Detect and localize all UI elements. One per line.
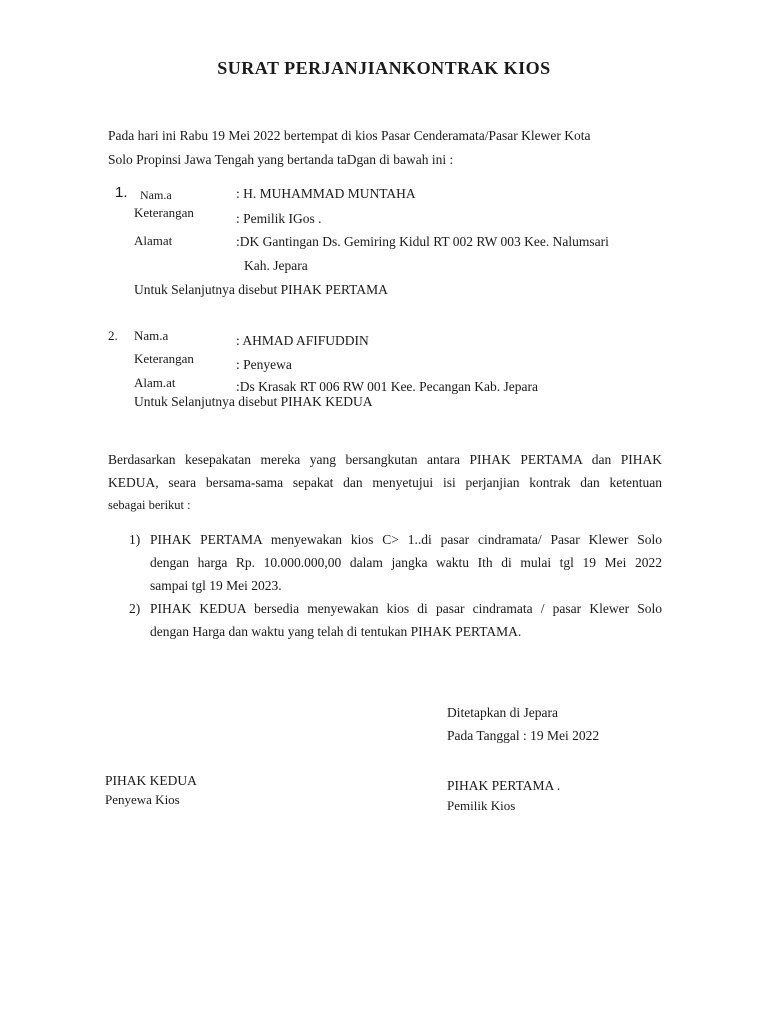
clause-2-line-1: PIHAK KEDUA bersedia menyewakan kios di pasar cindramata / pasar Klewer Solo (150, 601, 662, 616)
party2-address-label: Alam.at (134, 375, 176, 390)
left-party-title: PIHAK KEDUA (105, 773, 197, 788)
party1-number: 1. (115, 184, 128, 201)
clause-2-number: 2) (129, 601, 141, 616)
party2-name-label: Nam.a (134, 328, 169, 343)
clause-1-line-1: PIHAK PERTAMA menyewakan kios C> 1..di pasar cindramata/ Pasar Klewer Solo (150, 532, 662, 547)
agreement-line-2: KEDUA, seara bersama-sama sepakat dan menyetujui isi perjanjian kontrak dan ketentuan (108, 475, 662, 490)
party1-address-value-2: Kah. Jepara (244, 258, 308, 273)
intro-line-2: Solo Propinsi Jawa Tengah yang bertanda taDgan di bawah ini : (108, 152, 454, 167)
party1-address-value-1: :DK Gantingan Ds. Gemiring Kidul RT 002 RW 003 Kee. Nalumsari (236, 234, 609, 249)
document-title: SURAT PERJANJIANKONTRAK KIOS (217, 58, 551, 78)
agreement-line-1: Berdasarkan kesepakatan mereka yang bersangkutan antara PIHAK PERTAMA dan PIHAK (108, 452, 662, 467)
party1-role-value: : Pemilik IGos . (236, 211, 322, 226)
clause-1-line-2: dengan harga Rp. 10.000.000,00 dalam jangka waktu Ith di mulai tgl 19 Mei 2022 (150, 555, 662, 570)
left-party-role: Penyewa Kios (105, 792, 180, 807)
agreement-line-3: sebagai berikut : (108, 498, 191, 512)
signature-date: Pada Tanggal : 19 Mei 2022 (447, 728, 600, 743)
party2-role-value: : Penyewa (236, 357, 292, 372)
clause-2-line-2: dengan Harga dan waktu yang telah di tentukan PIHAK PERTAMA. (150, 624, 522, 639)
party2-address-value: :Ds Krasak RT 006 RW 001 Kee. Pecangan Kab. Jepara (236, 379, 538, 394)
party2-name-value: : AHMAD AFIFUDDIN (236, 333, 369, 348)
party1-name-value: : H. MUHAMMAD MUNTAHA (236, 186, 416, 201)
party1-address-label: Alamat (134, 233, 173, 248)
party2-role-label: Keterangan (134, 351, 194, 366)
clause-1-number: 1) (129, 532, 141, 547)
party1-note: Untuk Selanjutnya disebut PIHAK PERTAMA (134, 282, 388, 297)
signature-place: Ditetapkan di Jepara (447, 705, 558, 720)
party2-number: 2. (108, 328, 118, 343)
clause-1-line-3: sampai tgl 19 Mei 2023. (150, 578, 282, 593)
right-party-title: PIHAK PERTAMA . (447, 778, 561, 793)
party2-note: Untuk Selanjutnya disebut PIHAK KEDUA (134, 394, 373, 409)
intro-line-1: Pada hari ini Rabu 19 Mei 2022 bertempat di kios Pasar Cenderamata/Pasar Klewer Kota (108, 128, 591, 143)
right-party-role: Pemilik Kios (447, 798, 516, 813)
party1-name-label: Nam.a (140, 188, 172, 202)
party1-role-label: Keterangan (134, 205, 194, 220)
